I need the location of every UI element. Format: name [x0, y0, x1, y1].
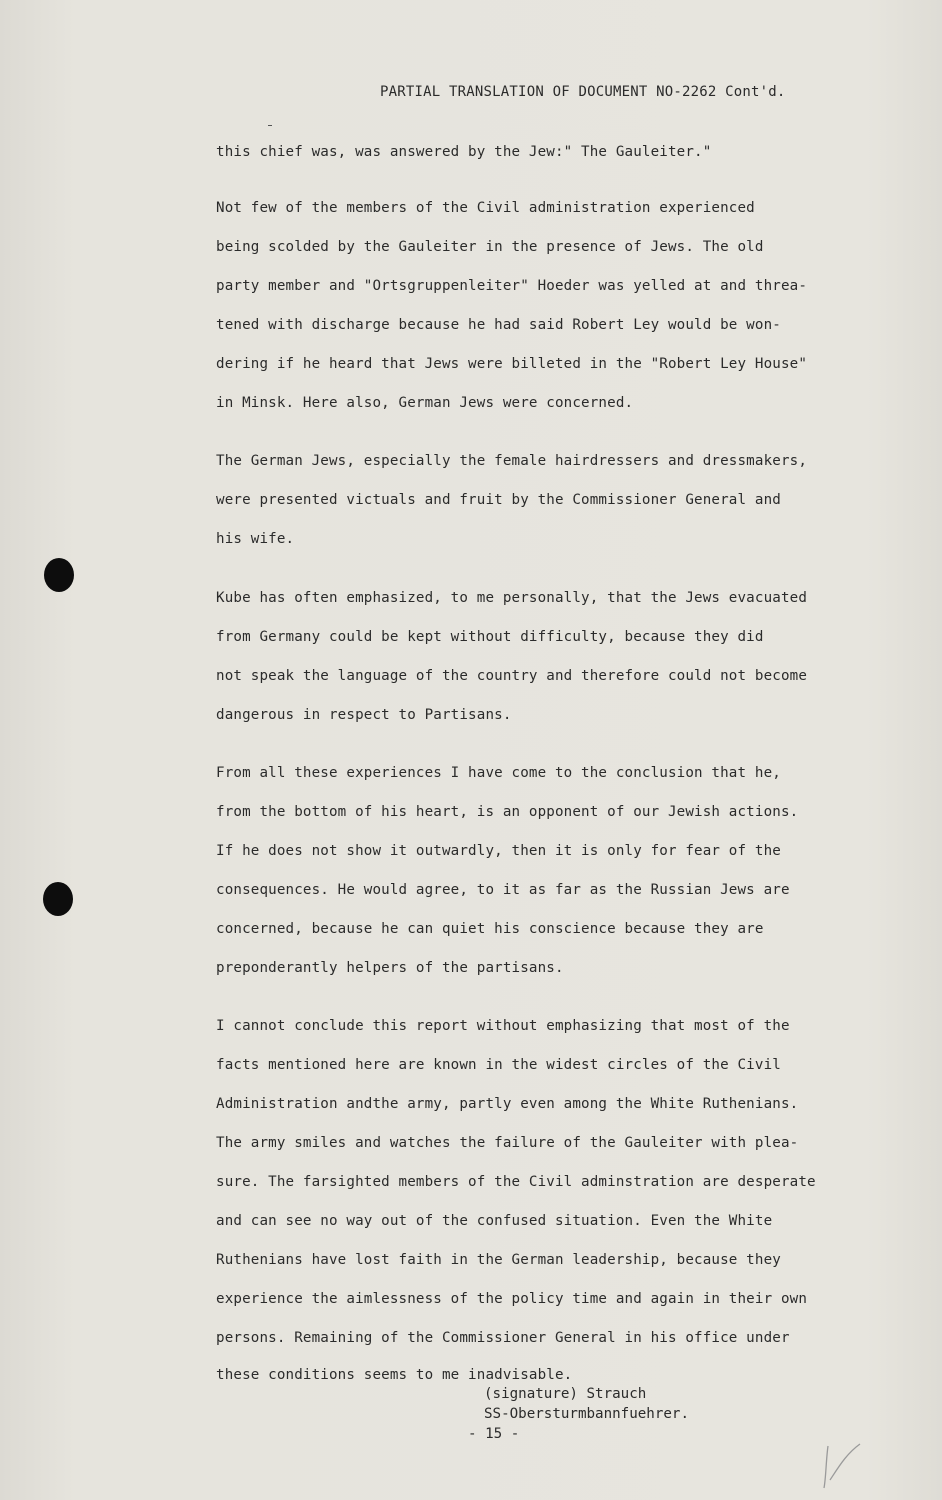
text-line: experience the aimlessness of the policy time and again in their own [216, 1291, 808, 1307]
handwritten-mark [816, 1440, 866, 1490]
text-line: I cannot conclude this report without emphasizing that most of the [216, 1018, 790, 1034]
text-line: were presented victuals and fruit by the Commissioner General and [216, 492, 781, 508]
text-line: Ruthenians have lost faith in the German leadership, because they [216, 1252, 781, 1268]
text-line: party member and "Ortsgruppenleiter" Hoeder was yelled at and threa- [216, 278, 808, 294]
text-line: these conditions seems to me inadvisable. [216, 1367, 573, 1383]
text-line: from Germany could be kept without difficulty, because they did [216, 629, 764, 645]
text-line: persons. Remaining of the Commissioner General in his office under [216, 1330, 790, 1346]
signature-rank: SS-Obersturmbannfuehrer. [484, 1406, 689, 1422]
text-line: preponderantly helpers of the partisans. [216, 960, 564, 976]
document-heading: PARTIAL TRANSLATION OF DOCUMENT NO-2262 Cont'd. [380, 84, 786, 100]
text-line: concerned, because he can quiet his conscience because they are [216, 921, 764, 937]
text-line: From all these experiences I have come to the conclusion that he, [216, 765, 781, 781]
text-line: sure. The farsighted members of the Civil adminstration are desperate [216, 1174, 816, 1190]
text-line: dangerous in respect to Partisans. [216, 707, 512, 723]
text-line: consequences. He would agree, to it as far as the Russian Jews are [216, 882, 790, 898]
signature-line: (signature) Strauch [484, 1386, 647, 1402]
text-line: being scolded by the Gauleiter in the presence of Jews. The old [216, 239, 764, 255]
text-line: The army smiles and watches the failure of the Gauleiter with plea- [216, 1135, 799, 1151]
punch-hole [43, 882, 73, 916]
text-line: facts mentioned here are known in the widest circles of the Civil [216, 1057, 781, 1073]
text-line: The German Jews, especially the female hairdressers and dressmakers, [216, 453, 808, 469]
text-line: his wife. [216, 531, 295, 547]
text-line: tened with discharge because he had said Robert Ley would be won- [216, 317, 781, 333]
text-line: from the bottom of his heart, is an opponent of our Jewish actions. [216, 804, 799, 820]
text-line: and can see no way out of the confused situation. Even the White [216, 1213, 773, 1229]
text-line: Not few of the members of the Civil administration experienced [216, 200, 755, 216]
text-line: in Minsk. Here also, German Jews were concerned. [216, 395, 634, 411]
page-number: - 15 - [468, 1426, 520, 1442]
text-line: dering if he heard that Jews were billeted in the "Robert Ley House" [216, 356, 808, 372]
text-line: not speak the language of the country and therefore could not become [216, 668, 808, 684]
text-line: Administration andthe army, partly even among the White Ruthenians. [216, 1096, 799, 1112]
text-line: this chief was, was answered by the Jew:" The Gauleiter." [216, 144, 712, 160]
stray-mark [268, 125, 272, 126]
text-line: Kube has often emphasized, to me personally, that the Jews evacuated [216, 590, 808, 606]
text-line: If he does not show it outwardly, then it is only for fear of the [216, 843, 781, 859]
punch-hole [44, 558, 74, 592]
